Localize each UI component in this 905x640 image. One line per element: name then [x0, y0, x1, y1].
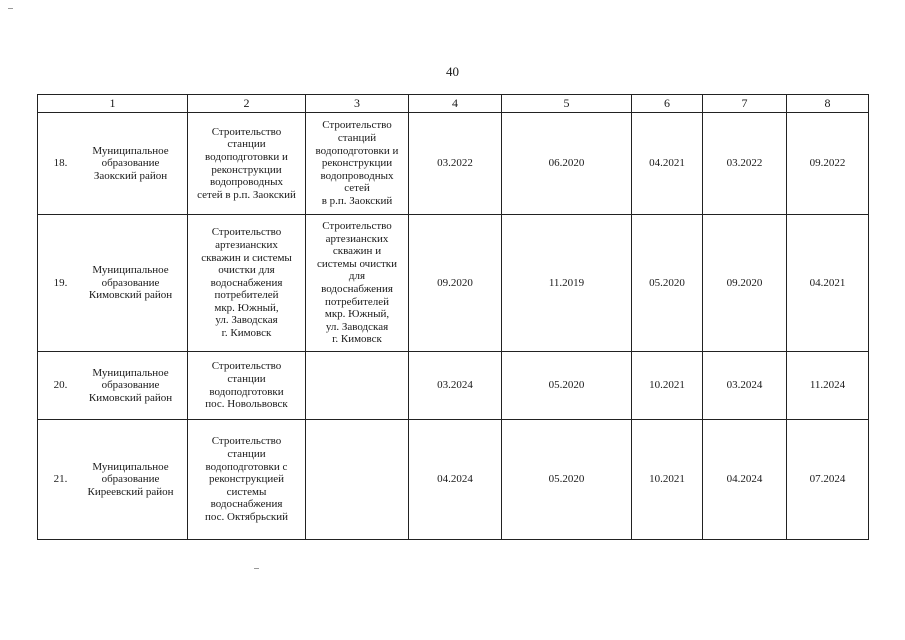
column-header: 6 — [632, 95, 703, 113]
column-header: 4 — [409, 95, 502, 113]
municipality-name: Муниципальное образование Заокский район — [92, 144, 169, 182]
table-row — [38, 352, 869, 420]
column-header: 2 — [188, 95, 306, 113]
municipality-name: Муниципальное образование Киреевский район — [87, 460, 174, 498]
scan-mark — [8, 8, 13, 9]
table-row — [38, 215, 869, 352]
row-number: 18. — [53, 157, 68, 170]
column-header: 8 — [787, 95, 869, 113]
municipality-cell — [38, 420, 188, 540]
project-cell: Строительство артезианских скважин и системы очистки для водоснабжения потребителей мкр. Южный, ул. Заводская г. Кимовск — [188, 215, 306, 352]
column-header: 1 — [38, 95, 188, 113]
date-cell: 04.2024 — [703, 420, 787, 540]
column-header: 7 — [703, 95, 787, 113]
date-cell: 07.2024 — [787, 420, 869, 540]
date-cell: 10.2021 — [632, 420, 703, 540]
date-cell: 03.2022 — [703, 113, 787, 215]
row-number: 20. — [53, 379, 68, 392]
municipality-cell — [38, 113, 188, 215]
date-cell: 09.2020 — [409, 215, 502, 352]
date-cell: 03.2024 — [703, 352, 787, 420]
row-number: 21. — [53, 473, 68, 486]
table-header-row — [38, 95, 869, 113]
date-cell: 11.2019 — [502, 215, 632, 352]
date-cell: 09.2022 — [787, 113, 869, 215]
date-cell: 11.2024 — [787, 352, 869, 420]
date-cell: 06.2020 — [502, 113, 632, 215]
date-cell: 05.2020 — [502, 420, 632, 540]
table-row — [38, 420, 869, 540]
date-cell: 05.2020 — [502, 352, 632, 420]
municipality-cell — [38, 215, 188, 352]
object-cell — [306, 352, 409, 420]
date-cell: 05.2020 — [632, 215, 703, 352]
object-cell — [306, 420, 409, 540]
object-cell: Строительство станций водоподготовки и реконструкции водопроводных сетей в р.п. Заокский — [306, 113, 409, 215]
row-number: 19. — [53, 276, 68, 289]
date-cell: 10.2021 — [632, 352, 703, 420]
municipality-name: Муниципальное образование Кимовский район — [88, 264, 173, 302]
date-cell: 09.2020 — [703, 215, 787, 352]
column-header: 5 — [502, 95, 632, 113]
column-header: 3 — [306, 95, 409, 113]
date-cell: 04.2021 — [632, 113, 703, 215]
data-table — [37, 94, 869, 540]
scan-mark — [254, 568, 259, 569]
project-cell: Строительство станции водоподготовки и реконструкции водопроводных сетей в р.п. Заокский — [188, 113, 306, 215]
date-cell: 03.2024 — [409, 352, 502, 420]
object-cell: Строительство артезианских скважин и системы очистки для водоснабжения потребителей мкр. Южный, ул. Заводская г. Кимовск — [306, 215, 409, 352]
project-cell: Строительство станции водоподготовки с реконструкцией системы водоснабжения пос. Октябрьский — [188, 420, 306, 540]
date-cell: 04.2024 — [409, 420, 502, 540]
date-cell: 04.2021 — [787, 215, 869, 352]
page-number: 40 — [446, 64, 459, 79]
municipality-cell — [38, 352, 188, 420]
date-cell: 03.2022 — [409, 113, 502, 215]
table-row — [38, 113, 869, 215]
municipality-name: Муниципальное образование Кимовский район — [88, 366, 173, 404]
project-cell: Строительство станции водоподготовки пос. Новольвовск — [188, 352, 306, 420]
